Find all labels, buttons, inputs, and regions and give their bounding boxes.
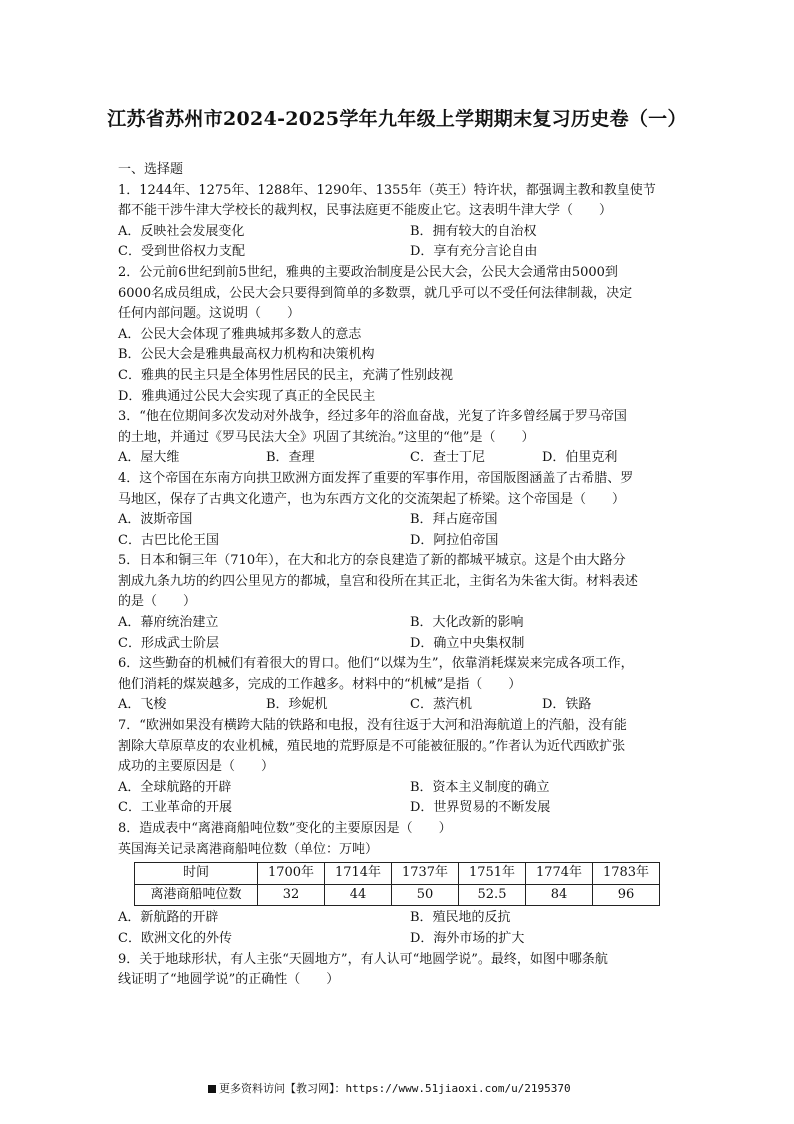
question-text: 的土地，并通过《罗马民法大全》巩固了其统治。”这里的“他”是（ ） bbox=[118, 429, 535, 445]
option-a[interactable]: A．反映社会发展变化 bbox=[118, 223, 245, 239]
option-b[interactable]: B．拜占庭帝国 bbox=[410, 512, 498, 528]
footer-link[interactable] bbox=[208, 1080, 608, 1096]
question-text: 都不能干涉牛津大学校长的裁判权，民事法庭更不能废止它。这表明牛津大学（ ） bbox=[118, 203, 613, 219]
table-cell: 52.5 bbox=[459, 884, 526, 906]
option-a[interactable]: A．公民大会体现了雅典城邦多数人的意志 bbox=[118, 326, 362, 342]
option-a[interactable]: A．全球航路的开辟 bbox=[118, 779, 232, 795]
question-1 bbox=[118, 181, 678, 263]
table-header-cell: 时间 bbox=[135, 863, 258, 885]
option-d[interactable]: D．海外市场的扩大 bbox=[410, 930, 525, 946]
question-8 bbox=[118, 819, 678, 950]
option-d[interactable]: D．铁路 bbox=[542, 697, 592, 713]
option-a[interactable]: A．波斯帝国 bbox=[118, 512, 193, 528]
option-d[interactable]: D．享有充分言论自由 bbox=[410, 244, 538, 260]
option-a[interactable]: A．幕府统治建立 bbox=[118, 615, 219, 631]
option-b[interactable]: B．殖民地的反抗 bbox=[410, 910, 511, 926]
question-text: 6．这些勤奋的机械们有着很大的胃口。他们“以煤为生”，依靠消耗煤炭来完成各项工作， bbox=[118, 656, 634, 672]
exam-title: 江苏省苏州市2024-2025学年九年级上学期期末复习历史卷（一） bbox=[107, 108, 687, 130]
question-text: 割除大草原草皮的农业机械，殖民地的荒野原是不可能被征服的。”作者认为近代西欧扩张 bbox=[118, 738, 626, 754]
question-text: 7．“欧洲如果没有横跨大陆的铁路和电报，没有往返于大河和沿海航道上的汽船，没有能 bbox=[118, 718, 627, 734]
options bbox=[118, 908, 678, 949]
option-d[interactable]: D．阿拉伯帝国 bbox=[410, 532, 499, 548]
option-c[interactable]: C．欧洲文化的外传 bbox=[118, 930, 232, 946]
question-text: 8．造成表中“离港商船吨位数”变化的主要原因是（ ） bbox=[118, 821, 452, 836]
question-7 bbox=[118, 716, 678, 819]
question-text: 的是（ ） bbox=[118, 594, 197, 610]
option-c[interactable]: C．受到世俗权力支配 bbox=[118, 244, 245, 260]
question-text: 割成九条九坊的约四公里见方的都城，皇宫和役所在其正北，主街名为朱雀大街。材料表述 bbox=[118, 573, 639, 589]
options bbox=[118, 510, 678, 551]
option-c[interactable]: C．工业革命的开展 bbox=[118, 800, 232, 816]
option-d[interactable]: D．伯里克利 bbox=[542, 450, 618, 466]
footer-text: 更多资料访问【教习网】：https://www.51jiaoxi.com/u/2195370 bbox=[219, 1082, 571, 1095]
table-cell: 50 bbox=[392, 884, 459, 906]
table-header-row bbox=[135, 863, 660, 885]
option-d[interactable]: D．世界贸易的不断发展 bbox=[410, 800, 551, 816]
table-header-cell: 1751年 bbox=[459, 863, 526, 885]
options bbox=[118, 613, 678, 654]
option-b[interactable]: B．拥有较大的自治权 bbox=[410, 223, 537, 239]
question-3 bbox=[118, 407, 678, 469]
option-d[interactable]: D．雅典通过公民大会实现了真正的全民民主 bbox=[118, 388, 376, 404]
option-b[interactable]: B．查理 bbox=[266, 450, 315, 466]
question-text: 4．这个帝国在东南方向拱卫欧洲方面发挥了重要的军事作用，帝国版图涵盖了古希腊、罗 bbox=[118, 470, 634, 486]
question-2 bbox=[118, 263, 678, 407]
question-text: 9．关于地球形状，有人主张“天圆地方”，有人认可“地圆学说”。最终，如图中哪条航 bbox=[118, 951, 608, 967]
options bbox=[118, 695, 678, 716]
tonnage-table bbox=[134, 862, 660, 906]
table-header-cell: 1714年 bbox=[325, 863, 392, 885]
option-c[interactable]: C．雅典的民主只是全体男性居民的民主，充满了性别歧视 bbox=[118, 367, 453, 383]
table-header-cell: 1737年 bbox=[392, 863, 459, 885]
option-c[interactable]: C．古巴比伦王国 bbox=[118, 532, 219, 548]
question-5 bbox=[118, 551, 678, 654]
option-b[interactable]: B．资本主义制度的确立 bbox=[410, 779, 550, 795]
question-text: 马地区，保存了古典文化遗产，也为东西方文化的交流架起了桥梁。这个帝国是（ ） bbox=[118, 491, 626, 507]
option-b[interactable]: B．大化改新的影响 bbox=[410, 615, 524, 631]
table-cell: 离港商船吨位数 bbox=[135, 884, 258, 906]
question-text: 成功的主要原因是（ ） bbox=[118, 759, 275, 775]
option-a[interactable]: A．新航路的开辟 bbox=[118, 910, 219, 926]
option-c[interactable]: C．蒸汽机 bbox=[410, 697, 472, 713]
table-cell: 84 bbox=[526, 884, 593, 906]
table-caption: 英国海关记录离港商船吨位数（单位：万吨） bbox=[118, 841, 379, 857]
question-text: 6000名成员组成，公民大会只要得到简单的多数票，就几乎可以不受任何法律制裁，决定 bbox=[118, 285, 633, 301]
question-text: 1．1244年、1275年、1288年、1290年、1355年（英王）特许状，都强调主教和教皇使节 bbox=[118, 182, 656, 198]
table-cell: 96 bbox=[593, 884, 660, 906]
question-text: 任何内部问题。这说明（ ） bbox=[118, 306, 301, 322]
option-b[interactable]: B．公民大会是雅典最高权力机构和决策机构 bbox=[118, 347, 375, 363]
question-4 bbox=[118, 469, 678, 551]
table-header-cell: 1700年 bbox=[258, 863, 325, 885]
table-header-cell: 1774年 bbox=[526, 863, 593, 885]
table-cell: 44 bbox=[325, 884, 392, 906]
option-a[interactable]: A．屋大维 bbox=[118, 450, 180, 466]
question-text: 2．公元前6世纪到前5世纪，雅典的主要政治制度是公民大会，公民大会通常由5000到 bbox=[118, 264, 618, 280]
options bbox=[118, 222, 678, 263]
section-heading: 一、选择题 bbox=[118, 162, 184, 177]
table-cell: 32 bbox=[258, 884, 325, 906]
table-header-cell: 1783年 bbox=[593, 863, 660, 885]
question-9 bbox=[118, 950, 678, 991]
options bbox=[118, 448, 678, 469]
table-row bbox=[135, 884, 660, 906]
option-a[interactable]: A．飞梭 bbox=[118, 697, 167, 713]
options bbox=[118, 778, 678, 819]
question-text: 5．日本和铜三年（710年），在大和北方的奈良建造了新的都城平城京。这是个由大路分 bbox=[118, 553, 626, 569]
option-b[interactable]: B．珍妮机 bbox=[266, 697, 328, 713]
question-text: 线证明了“地圆学说”的正确性（ ） bbox=[118, 972, 340, 988]
question-6 bbox=[118, 654, 678, 716]
option-d[interactable]: D．确立中央集权制 bbox=[410, 635, 525, 651]
option-c[interactable]: C．查士丁尼 bbox=[410, 450, 485, 466]
question-text: 3．“他在位期间多次发动对外战争，经过多年的浴血奋战，光复了许多曾经属于罗马帝国 bbox=[118, 409, 627, 425]
option-c[interactable]: C．形成武士阶层 bbox=[118, 635, 219, 651]
question-text: 他们消耗的煤炭越多，完成的工作越多。材料中的“机械”是指（ ） bbox=[118, 676, 522, 692]
flag-icon bbox=[208, 1085, 216, 1093]
exam-content bbox=[118, 160, 678, 991]
